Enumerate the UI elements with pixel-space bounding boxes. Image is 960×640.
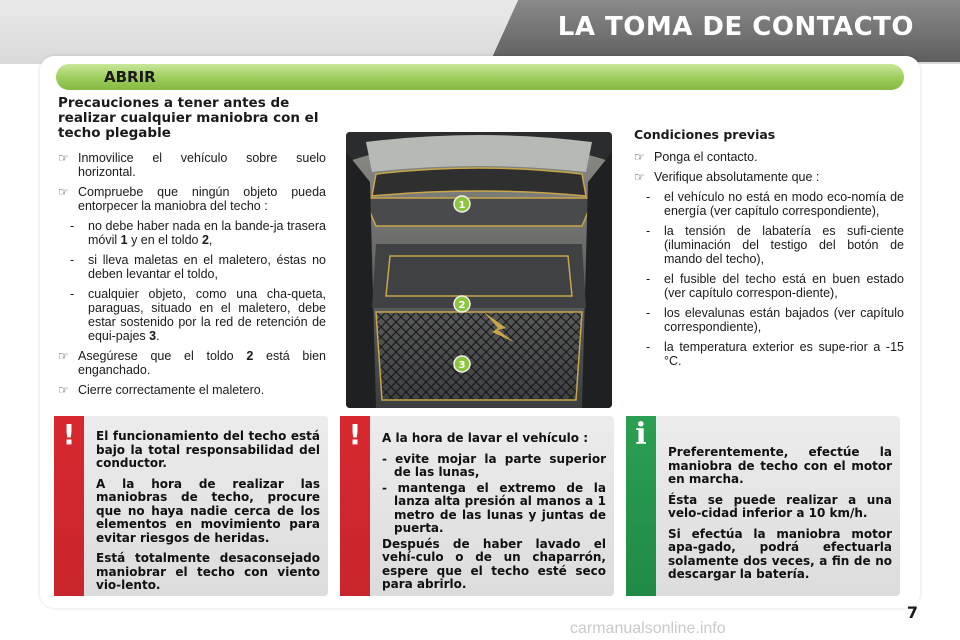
- list-item: ☞ Inmovilice el vehículo sobre suelo horizontal.: [58, 151, 326, 179]
- warning-text: A la hora de lavar el vehículo :: [382, 431, 589, 445]
- pointing-hand-icon: ☞: [58, 185, 69, 199]
- photo-marker-3: 3: [458, 360, 466, 371]
- list-item: ☞ Asegúrese que el toldo 2 está bien enganchado.: [58, 349, 326, 377]
- sub-list-item: - cualquier objeto, como una cha-queta, paraguas, situado en el maletero, debe estar sostenido por la red de retención de equi-pajes 3.: [70, 287, 326, 343]
- warning-icon: !: [348, 418, 362, 451]
- sub-list-item: - la temperatura exterior es supe-rior a -15 °C.: [646, 340, 904, 368]
- section-label: ABRIR: [104, 68, 156, 86]
- list-item: ☞ Verifique absolutamente que :: [634, 170, 820, 184]
- watermark: carmanualsonline.info: [570, 620, 726, 637]
- page-number: 7: [906, 603, 918, 622]
- warning-text: A la hora de realizar las maniobras de techo, procure que no haya nadie cerca de los elementos en movimiento para evitar riesgos de heridas.: [96, 476, 320, 545]
- section-bar: [56, 64, 904, 90]
- list-item: ☞ Compruebe que ningún objeto pueda entorpecer la maniobra del techo :: [58, 185, 326, 213]
- sub-list-item: - si lleva maletas en el maletero, éstas no deben levantar el toldo,: [70, 253, 326, 281]
- conditions-heading: Condiciones previas: [634, 127, 776, 142]
- page-title: LA TOMA DE CONTACTO: [557, 12, 914, 42]
- warning-box-washing: [340, 416, 614, 596]
- pointing-hand-icon: ☞: [58, 349, 69, 363]
- info-box-engine: [626, 416, 900, 596]
- sub-list-item: - el fusible del techo está en buen estado (ver capítulo correspon-diente),: [646, 272, 904, 300]
- sub-list-item: - el vehículo no está en modo eco-nomía de energía (ver capítulo correspondiente),: [646, 190, 904, 218]
- list-item: ☞ Ponga el contacto.: [634, 150, 758, 164]
- pointing-hand-icon: ☞: [58, 383, 69, 397]
- sub-list-item: - la tensión de labatería es sufi-ciente (iluminación del testigo del botón de mando del techo),: [646, 224, 904, 266]
- precautions-column: [58, 96, 326, 403]
- pointing-hand-icon: ☞: [58, 151, 69, 165]
- warning-text: - evite mojar la parte superior de las lunas,: [382, 451, 606, 479]
- warning-text: Está totalmente desaconsejado maniobrar el techo con viento vio-lento.: [96, 551, 320, 592]
- photo-marker-1: 1: [458, 200, 466, 211]
- conditions-column: [634, 128, 904, 374]
- trunk-illustration: [346, 132, 612, 408]
- warning-text: Después de haber lavado el vehí-culo o de un chaparrón, espere que el techo esté seco para abrirlo.: [382, 536, 606, 591]
- info-text: Si efectúa la maniobra motor apa-gado, podrá efectuarla solamente dos veces, a fin de no descargar la batería.: [668, 526, 892, 581]
- info-text: Preferentemente, efectúe la maniobra de techo con el motor en marcha.: [668, 445, 892, 486]
- photo-marker-2: 2: [458, 300, 466, 311]
- list-item: ☞ Cierre correctamente el maletero.: [58, 383, 265, 397]
- precautions-heading: Precauciones a tener antes de realizar cualquier maniobra con el techo plegable: [58, 95, 319, 141]
- trunk-photo: [346, 132, 612, 408]
- sub-list-item: - los elevalunas están bajados (ver capítulo correspondiente),: [646, 306, 904, 334]
- sub-list-item: - no debe haber nada en la bande-ja trasera móvil 1 y en el toldo 2,: [70, 219, 326, 247]
- pointing-hand-icon: ☞: [634, 170, 645, 184]
- warning-text: - mantenga el extremo de la lanza alta presión al manos a 1 metro de las lunas y juntas de puerta.: [382, 480, 606, 535]
- warning-icon: !: [62, 418, 76, 451]
- pointing-hand-icon: ☞: [634, 150, 645, 164]
- info-icon: i: [635, 417, 647, 452]
- info-text: Ésta se puede realizar a una velo-cidad inferior a 10 km/h.: [668, 492, 892, 520]
- warning-box-responsibility: [54, 416, 328, 596]
- warning-text: El funcionamiento del techo está bajo la total responsabilidad del conductor.: [96, 429, 320, 470]
